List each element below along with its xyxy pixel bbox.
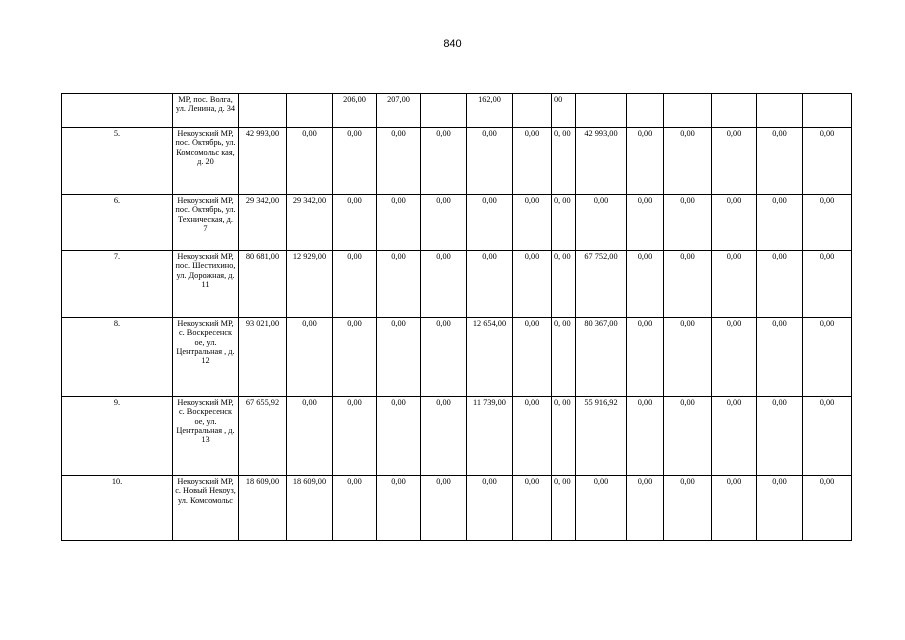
amount-cell bbox=[664, 94, 712, 128]
amount-cell: 0,00 bbox=[421, 195, 467, 251]
amount-cell: 12 929,00 bbox=[287, 251, 333, 318]
amount-cell: 12 654,00 bbox=[467, 318, 513, 397]
amount-cell: 0,00 bbox=[576, 476, 627, 541]
amount-cell bbox=[239, 94, 287, 128]
amount-cell: 0,00 bbox=[757, 195, 803, 251]
table-row bbox=[62, 397, 852, 476]
amount-cell: 0,00 bbox=[421, 397, 467, 476]
amount-cell: 206,00 bbox=[333, 94, 377, 128]
address-cell: Некоузский МР, пос. Октябрь, ул. Техническая, д. 7 bbox=[173, 195, 239, 251]
table-row bbox=[62, 195, 852, 251]
amount-cell: 11 739,00 bbox=[467, 397, 513, 476]
amount-cell: 0,00 bbox=[287, 318, 333, 397]
amount-cell: 0, 00 bbox=[552, 476, 576, 541]
row-number-cell bbox=[62, 94, 173, 128]
amount-cell: 0,00 bbox=[627, 195, 664, 251]
amount-cell bbox=[421, 94, 467, 128]
amount-cell: 0,00 bbox=[627, 476, 664, 541]
address-cell: Некоузский МР, с. Воскресенск ое, ул. Центральная , д. 13 bbox=[173, 397, 239, 476]
address-cell: Некоузский МР, пос. Шестихино, ул. Дорожная, д. 11 bbox=[173, 251, 239, 318]
amount-cell bbox=[803, 94, 852, 128]
amount-cell: 0,00 bbox=[664, 397, 712, 476]
amount-cell: 162,00 bbox=[467, 94, 513, 128]
amount-cell: 0,00 bbox=[664, 195, 712, 251]
amount-cell: 0,00 bbox=[803, 251, 852, 318]
amount-cell: 0,00 bbox=[664, 318, 712, 397]
amount-cell: 0,00 bbox=[712, 397, 757, 476]
amount-cell: 0,00 bbox=[377, 251, 421, 318]
address-cell: Некоузский МР, пос. Октябрь, ул. Комсомольс кая, д. 20 bbox=[173, 128, 239, 195]
amount-cell: 0, 00 bbox=[552, 251, 576, 318]
amount-cell bbox=[513, 94, 552, 128]
amount-cell: 0,00 bbox=[467, 195, 513, 251]
table-row bbox=[62, 128, 852, 195]
amount-cell: 0,00 bbox=[467, 251, 513, 318]
amount-cell: 0,00 bbox=[513, 318, 552, 397]
amount-cell: 0,00 bbox=[576, 195, 627, 251]
amount-cell: 0,00 bbox=[513, 476, 552, 541]
amount-cell: 0,00 bbox=[333, 476, 377, 541]
page-number: 840 bbox=[443, 38, 462, 50]
amount-cell: 80 681,00 bbox=[239, 251, 287, 318]
amount-cell: 0,00 bbox=[467, 128, 513, 195]
amount-cell: 0,00 bbox=[803, 476, 852, 541]
address-cell: Некоузский МР, с. Новый Некоуз, ул. Комсомольс bbox=[173, 476, 239, 541]
amount-cell: 0,00 bbox=[757, 318, 803, 397]
row-number-cell: 8. bbox=[62, 318, 173, 397]
amount-cell: 0,00 bbox=[627, 397, 664, 476]
amount-cell: 0, 00 bbox=[552, 128, 576, 195]
amount-cell: 0,00 bbox=[513, 251, 552, 318]
amount-cell bbox=[757, 94, 803, 128]
amount-cell: 0,00 bbox=[664, 251, 712, 318]
amount-cell: 42 993,00 bbox=[576, 128, 627, 195]
amount-cell: 0,00 bbox=[757, 397, 803, 476]
amount-cell: 0,00 bbox=[664, 128, 712, 195]
amount-cell: 0,00 bbox=[287, 397, 333, 476]
amount-cell: 0,00 bbox=[333, 251, 377, 318]
row-number-cell: 10. bbox=[62, 476, 173, 541]
amount-cell bbox=[287, 94, 333, 128]
amount-cell: 29 342,00 bbox=[287, 195, 333, 251]
amount-cell: 0,00 bbox=[421, 318, 467, 397]
amount-cell: 0,00 bbox=[757, 251, 803, 318]
row-number-cell: 7. bbox=[62, 251, 173, 318]
amount-cell: 0,00 bbox=[712, 318, 757, 397]
amount-cell: 0, 00 bbox=[552, 318, 576, 397]
row-number-cell: 9. bbox=[62, 397, 173, 476]
amount-cell: 93 021,00 bbox=[239, 318, 287, 397]
budget-table bbox=[61, 93, 852, 541]
table-row bbox=[62, 318, 852, 397]
amount-cell bbox=[576, 94, 627, 128]
amount-cell: 0, 00 bbox=[552, 397, 576, 476]
amount-cell: 0,00 bbox=[377, 397, 421, 476]
amount-cell: 0,00 bbox=[712, 251, 757, 318]
address-cell: Некоузский МР, с. Воскресенск ое, ул. Центральная , д. 12 bbox=[173, 318, 239, 397]
amount-cell: 0,00 bbox=[377, 128, 421, 195]
amount-cell: 0,00 bbox=[803, 318, 852, 397]
amount-cell: 55 916,92 bbox=[576, 397, 627, 476]
amount-cell: 0,00 bbox=[513, 397, 552, 476]
amount-cell: 0,00 bbox=[803, 397, 852, 476]
amount-cell: 0, 00 bbox=[552, 195, 576, 251]
amount-cell: 0,00 bbox=[712, 128, 757, 195]
table-row bbox=[62, 94, 852, 128]
amount-cell: 42 993,00 bbox=[239, 128, 287, 195]
row-number-cell: 5. bbox=[62, 128, 173, 195]
amount-cell: 0,00 bbox=[333, 318, 377, 397]
amount-cell: 0,00 bbox=[333, 195, 377, 251]
amount-cell: 80 367,00 bbox=[576, 318, 627, 397]
amount-cell: 0,00 bbox=[712, 476, 757, 541]
amount-cell: 67 752,00 bbox=[576, 251, 627, 318]
amount-cell: 0,00 bbox=[627, 251, 664, 318]
amount-cell: 0,00 bbox=[757, 476, 803, 541]
amount-cell: 29 342,00 bbox=[239, 195, 287, 251]
amount-cell: 0,00 bbox=[287, 128, 333, 195]
amount-cell bbox=[712, 94, 757, 128]
row-number-cell: 6. bbox=[62, 195, 173, 251]
amount-cell: 0,00 bbox=[421, 251, 467, 318]
amount-cell: 0,00 bbox=[333, 397, 377, 476]
amount-cell: 0,00 bbox=[333, 128, 377, 195]
amount-cell: 18 609,00 bbox=[239, 476, 287, 541]
amount-cell: 0,00 bbox=[627, 318, 664, 397]
amount-cell: 207,00 bbox=[377, 94, 421, 128]
amount-cell: 67 655,92 bbox=[239, 397, 287, 476]
amount-cell: 0,00 bbox=[377, 318, 421, 397]
amount-cell bbox=[627, 94, 664, 128]
amount-cell: 0,00 bbox=[513, 128, 552, 195]
amount-cell: 0,00 bbox=[664, 476, 712, 541]
amount-cell: 0,00 bbox=[627, 128, 664, 195]
amount-cell: 0,00 bbox=[377, 195, 421, 251]
table-row bbox=[62, 251, 852, 318]
amount-cell: 0,00 bbox=[421, 476, 467, 541]
amount-cell: 0,00 bbox=[421, 128, 467, 195]
table-row bbox=[62, 476, 852, 541]
address-cell: МР, пос. Волга, ул. Ленина, д. 34 bbox=[173, 94, 239, 128]
amount-cell: 0,00 bbox=[377, 476, 421, 541]
amount-cell: 00 bbox=[552, 94, 576, 128]
amount-cell: 0,00 bbox=[712, 195, 757, 251]
amount-cell: 18 609,00 bbox=[287, 476, 333, 541]
amount-cell: 0,00 bbox=[757, 128, 803, 195]
amount-cell: 0,00 bbox=[513, 195, 552, 251]
amount-cell: 0,00 bbox=[803, 128, 852, 195]
amount-cell: 0,00 bbox=[467, 476, 513, 541]
amount-cell: 0,00 bbox=[803, 195, 852, 251]
